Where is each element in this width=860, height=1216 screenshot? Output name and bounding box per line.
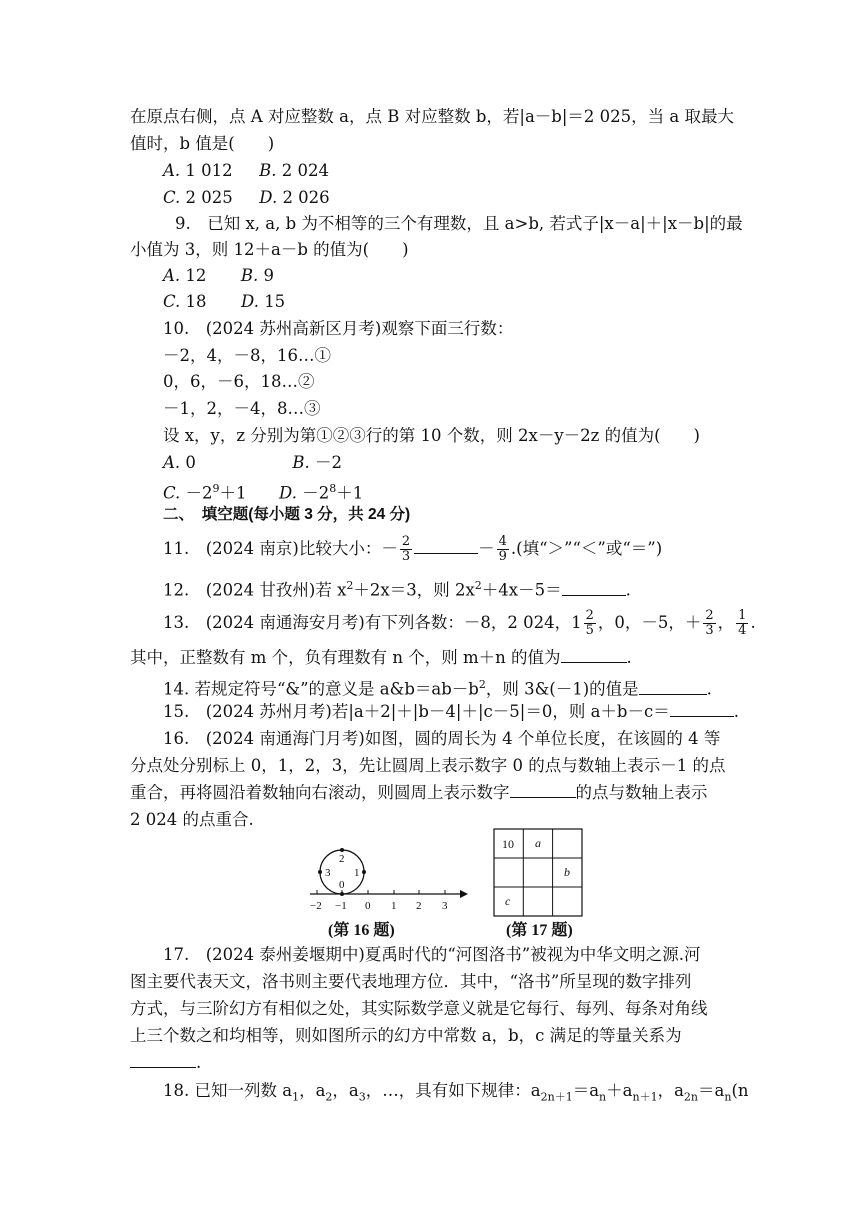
q17-line5: .: [130, 1051, 201, 1075]
figure-17-magic-square: [493, 828, 585, 918]
tick-label: 2: [416, 900, 422, 912]
circle-label: 1: [354, 867, 360, 879]
tick-label: −1: [335, 900, 347, 912]
q15-line: 15. (2024 苏州月考)若|a＋2|＋|b－4|＋|c－5|＝0，则 a＋b－c＝ .: [163, 702, 739, 721]
arrow-icon: [460, 890, 468, 898]
q12-line: 12. (2024 甘孜州)若 $x^2+2x=3$，则 $2x^2+4x-5=$ .: [163, 579, 631, 600]
q16-line4: 2 024 的点重合.: [130, 810, 254, 829]
q10-row2: 0，6，－6，18…②: [163, 372, 315, 391]
cell-10: 10: [502, 837, 514, 851]
q11-line: 11. (2024 南京)比较大小：－ $\frac{2}{3}$ － $\frac{4}{9}$ .(填“＞”“＜”或“＝”): [163, 534, 663, 564]
q16-line1: 16. (2024 南通海门月考)如图，圆的周长为 4 个单位长度，在该圆的 4 等: [163, 729, 721, 748]
q17-line4: 上三个数之和均相等，则如图所示的幻方中常数 a，b，c 满足的等量关系为: [130, 1026, 682, 1045]
q17-line3: 方式，与三阶幻方有相似之处，其实际数学意义就是它每行、每列、每条对角线: [130, 999, 708, 1018]
tick-label: 0: [365, 900, 371, 912]
q16-line2: 分点处分别标上 0，1，2，3，先让圆周上表示数字 0 的点与数轴上表示－1 的点: [130, 756, 726, 775]
q10-row1: －2，4，－8，16…①: [163, 346, 331, 365]
q9-options-ab: A. 12 B. 9: [163, 266, 275, 285]
tick-label: 1: [391, 900, 397, 912]
cell-a: a: [535, 836, 541, 850]
q8-options-cd: C. 2 025 D. 2 026: [163, 188, 330, 207]
q13-line2: 其中，正整数有 m 个，负有理数有 n 个，则 m＋n 的值为 .: [130, 648, 632, 667]
section-heading: 二、 填空题(每小题 3 分，共 24 分): [163, 506, 411, 523]
q10-options-cd: C. $-2^9+1$ D. $-2^8+1$: [163, 482, 364, 503]
q8-line1: 在原点右侧，点 A 对应整数 a，点 B 对应整数 b，若|a－b|＝2 025，当 a 取最大: [130, 107, 734, 126]
circle-label: 0: [339, 879, 345, 891]
q14-line: 14. 若规定符号“&”的意义是 $a\&b=ab-b^2$，则 3&(－1)的值是 .: [163, 678, 712, 699]
q10-line1: 10. (2024 苏州高新区月考)观察下面三行数：: [163, 319, 514, 338]
cell-c: c: [505, 894, 511, 908]
caption-17: (第 17 题): [506, 922, 573, 939]
q8-options-ab: A. 1 012 B. 2 024: [163, 161, 330, 180]
tick-label: −2: [310, 900, 322, 912]
q17-line2: 图主要代表天文，洛书则主要代表地理方位．其中，“洛书”所呈现的数字排列: [130, 972, 692, 991]
figure-16-number-line: [300, 838, 470, 918]
q10-line2: 设 x，y，z 分别为第①②③行的第 10 个数，则 2x－y－2z 的值为( ): [163, 426, 700, 445]
circle-label: 2: [339, 853, 345, 865]
q10-row3: －1，2，－4，8…③: [163, 399, 321, 418]
q16-line3: 重合，再将圆沿着数轴向右滚动，则圆周上表示数字 的点与数轴上表示: [130, 783, 708, 802]
circle-label: 3: [325, 867, 331, 879]
q9-line2: 小值为 3，则 12＋a－b 的值为( ): [130, 240, 409, 259]
tick-label: 3: [442, 900, 448, 912]
cell-b: b: [564, 865, 570, 879]
q8-line2: 值时，b 值是( ): [130, 134, 275, 153]
q18-line1: 18. 已知一列数 $a_1$，$a_2$，$a_3$，…，具有如下规律：$a_{2n+1}=a_n+a_{n+1}$，$a_{2n}=a_n(n$: [163, 1081, 749, 1104]
q10-options-ab: A. 0 B. －2: [163, 453, 343, 472]
q13-line1: 13. (2024 南通海安月考)有下列各数：－8，2 024，1 $\frac{2}{5}$ ，0，－5，＋ $\frac{2}{3}$ ， $\frac{1}{4}$ .: [163, 608, 756, 638]
q17-line1: 17. (2024 泰州姜堰期中)夏禹时代的“河图洛书”被视为中华文明之源.河: [163, 945, 701, 964]
q9-options-cd: C. 18 D. 15: [163, 292, 286, 311]
q9-line1: 9. 已知 x, a, b 为不相等的三个有理数，且 a>b, 若式子|x－a|＋|x－b|的最: [175, 214, 743, 233]
caption-16: (第 16 题): [328, 922, 395, 939]
